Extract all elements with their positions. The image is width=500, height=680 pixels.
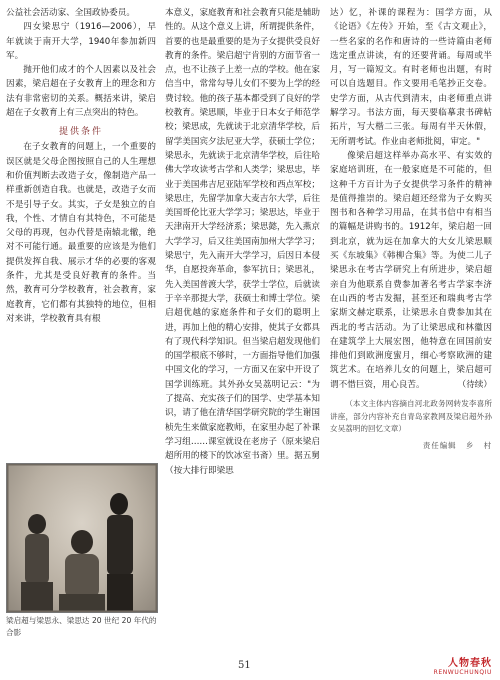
photo-figures bbox=[7, 464, 157, 612]
column-right bbox=[330, 6, 492, 451]
brand-title: 人物春秋 bbox=[448, 658, 492, 669]
page-number: 51 bbox=[238, 660, 251, 671]
section-title: 提供条件 bbox=[58, 127, 103, 138]
source-note: （本文主体内容摘自河北政务网转发李喜所讲座，部分内容补充自青岛家教网及梁启超外孙女吴荔明的回忆文章） bbox=[330, 399, 492, 434]
paragraph: 公益社会活动家、全国政协委员。 bbox=[6, 8, 135, 18]
paragraph bbox=[330, 149, 492, 392]
editor-name: 乡 村 bbox=[465, 440, 492, 450]
paragraph: 在子女教育的问题上，一个重要的误区就是父母企图按照自己的人生理想和价值判断去改造子女，像制造产品一样重新创造自我。也就是，改造子女而不是引导子女。其实，子女是独立的自我，个性、才情自有其特色，不可能是父母的再现，包办代替是南辕北辙，绝对不可能行通。最重要的应该是为他们提供发挥自我、展示才华的必要的客观条件，尤其是受良好教育的条件。当然，教育可分学校教育，社会教育，家庭教育，它们都有其独特的地位，但相对来讲，学校教育具有根 bbox=[6, 142, 156, 324]
paragraph-text: 像梁启超这样举办高水平、有实效的家庭培训班，在一般家庭是不可能的，但这种千方百计为子女提供学习条件的精神是值得推崇的。梁启超还经常为子女购买图书和各种学习用品，在其书信中有相当的篇幅是讲购书的。1912年，梁启超一回到北京，就为远在加拿大的大女儿梁思顺买《东坡集》《韩柳合集》等。为使二儿子梁思永在考古学研究上有所进步，梁启超亲自为他联系自费参加著名考古学家李济在山西的考古发掘，甚至还和瑞典考古学家斯文赫定联系，让梁思永自费参加其在西北的考古活动。为了让梁思成和林徽因在建筑学上大展宏图，他特意在回国前安排他们到欧洲度蜜月，细心考察欧洲的建筑艺术。在培养儿女的问题上，梁启超可谓不惜巨资，用心良苦。 bbox=[330, 150, 492, 390]
paragraph: 四女梁思宁（1916—2006），早年就读于南开大学，1940年参加新四军。 bbox=[6, 22, 156, 61]
editor-label: 责任编辑 bbox=[422, 440, 457, 450]
paragraph: 抛开他们成才的个人因素以及社会因素，梁启超在子女教育上的理念和方法有非常密切的关系。概括来讲，梁启超在子女教育上有三点突出的特色。 bbox=[6, 65, 156, 119]
column-left bbox=[6, 6, 156, 326]
to-be-continued: （待续） bbox=[457, 379, 492, 390]
photo-caption: 梁启超与梁思永、梁思达 20 世纪 20 年代的合影 bbox=[6, 616, 157, 637]
paragraph: 本意义，家庭教育和社会教育只能是辅助性的。从这个意义上讲，所谓提供条件，首要的也是最重要的是为子女提供受良好教育的条件。梁启超宁肯别的方面节省一点，也不让孩子上差一点的学校。他在家信当中，常常勾导儿女们不要为上学的经费讨较。他的孩子基本都受到了良好的学校教育。梁思顺，毕业于日本女子师范学校；梁思成，先就读于北京清华学校，后留学美国宾夕法尼亚大学，获硕士学位；梁思永，先就读于北京清华学校，后往哈佛大学攻读考古学和人类学；梁思忠，毕业于美国弗吉尼亚陆军学校和西点军校；梁思庄，先留学加拿大麦吉尔大学，后往美国哥伦比亚大学学习；梁思达，毕业于天津南开大学经济系；梁思懿，先入燕京大学学习，后又往美国南加州大学学习；梁思宁，先入南开大学学习，后因日本侵华，自愿投奔革命，参军抗日；梁思礼，先入美国普渡大学，获学士学位，后就读于辛辛那提大学，获硕士和博士学位。梁启超优越的家庭条件和子女们的聪明上进，再加上他的精心安排，使其子女都具有了现代科学知识。但当梁启超发现他们的国学根底不够时，一方面指导他们加强中国文化的学习，一方面又在家中开设了国学训练班。其外孙女吴荔明记云："为了提高、充实孩子们的国学、史学基本知识，请了他在清华国学研究院的学生谢国桢先生来做家庭教师，在家里办起了补课学习组……课室就设在老房子（原来梁启超所用的楼下的饮冰室书斋）里。据五舅（按大排行即梁思 bbox=[165, 8, 320, 476]
historical-photo bbox=[6, 463, 158, 613]
magazine-brand bbox=[434, 654, 492, 676]
column-middle bbox=[165, 6, 320, 478]
brand-subtitle: RENWUCHUNQIU bbox=[433, 669, 492, 676]
editor-credit bbox=[330, 440, 492, 451]
paragraph: 达）忆，补课的课程为：国学方面，从《论语》《左传》开始，至《古文观止》，一些名家的名作和唐诗的一些诗篇由老师选定重点讲读，有的还要背诵。每周或半月，写一篇短文。有时老师也出题，有时可以自选题目。作文要用毛笔抄正交卷。史学方面，从古代到清末，由老师重点讲解学习。书法方面，每天要临摹隶书碑帖拓片，写大楷二三张。每周有半天休假，无所谓考试。作业由老师批阅，审定。" bbox=[330, 8, 492, 147]
